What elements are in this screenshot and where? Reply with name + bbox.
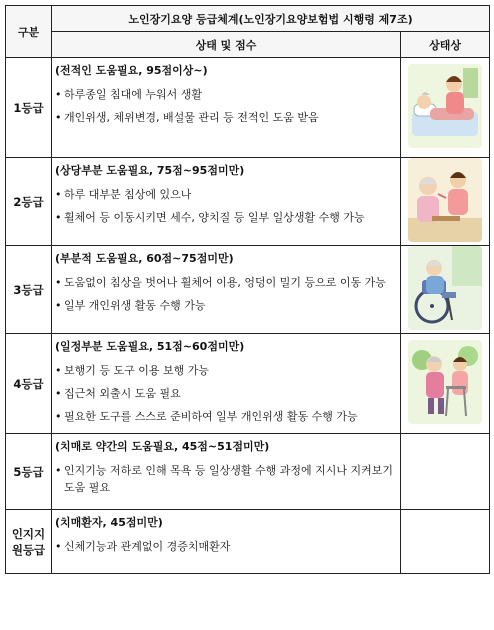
bullet-icon: •: [55, 211, 62, 224]
grade-item-text: 신체기능과 관계없이 경증치매환자: [64, 540, 231, 553]
image-header: 상태상: [401, 32, 490, 58]
state-header: 상태 및 점수: [52, 32, 401, 58]
grade-item: [55, 109, 397, 126]
state-image-cell: [401, 158, 490, 246]
grade-row: [6, 510, 490, 574]
state-image-cell: [401, 434, 490, 510]
grade-label: 5등급: [6, 434, 52, 510]
grade-item-text: 필요한 도구를 스스로 준비하여 일부 개인위생 활동 수행 가능: [64, 410, 358, 423]
grade-description: [52, 246, 401, 334]
grade-item-text: 하루 대부분 침상에 있으나: [64, 188, 192, 201]
table-title: 노인장기요양 등급체계(노인장기요양보험법 시행령 제7조): [52, 6, 490, 32]
bullet-icon: •: [55, 299, 62, 312]
feeding-care-illustration: [408, 158, 482, 242]
bullet-icon: •: [55, 88, 62, 101]
bullet-icon: •: [55, 464, 62, 477]
grade-section-title: (치매로 약간의 도움필요, 45점~51점미만): [55, 440, 270, 453]
grade-section-title: (부분적 도움필요, 60점~75점미만): [55, 252, 234, 265]
bedridden-care-illustration: [408, 64, 482, 148]
grade-item-text: 휠체어 등 이동시키면 세수, 양치질 등 일부 일상생활 수행 가능: [64, 211, 365, 224]
grade-item: [55, 209, 397, 226]
bullet-icon: •: [55, 276, 62, 289]
grade-item: [55, 86, 397, 103]
group-header: 구분: [6, 6, 52, 58]
grade-item: [55, 186, 397, 203]
grade-section-title: (상당부분 도움필요, 75점~95점미만): [55, 164, 245, 177]
wheelchair-illustration: [408, 246, 482, 330]
grade-row: [6, 246, 490, 334]
grade-item: [55, 462, 397, 496]
bullet-icon: •: [55, 364, 62, 377]
grade-row: [6, 158, 490, 246]
bullet-icon: •: [55, 188, 62, 201]
grade-description: [52, 58, 401, 158]
state-image-cell: [401, 510, 490, 574]
grade-item: [55, 385, 397, 402]
grade-item: [55, 538, 397, 555]
grade-item: [55, 274, 397, 291]
grade-section-title: (전적인 도움필요, 95점이상~): [55, 64, 208, 77]
grade-item-text: 도움없이 침상을 벗어나 휠체어 이용, 엉덩이 밀기 등으로 이동 가능: [64, 276, 386, 289]
grade-description: [52, 434, 401, 510]
grade-item-text: 개인위생, 체위변경, 배설물 관리 등 전적인 도움 받음: [64, 111, 319, 124]
bullet-icon: •: [55, 387, 62, 400]
grade-item: [55, 362, 397, 379]
grade-item-text: 인지기능 저하로 인해 목욕 등 일상생활 수행 과정에 지시나 지켜보기 도움 필요: [64, 464, 393, 494]
grade-item-text: 일부 개인위생 활동 수행 가능: [64, 299, 206, 312]
grade-row: [6, 434, 490, 510]
grade-section-title: (치매환자, 45점미만): [55, 516, 163, 529]
grade-description: [52, 158, 401, 246]
grade-description: [52, 334, 401, 434]
grade-item-text: 보행기 등 도구 이용 보행 가능: [64, 364, 209, 377]
grade-item-text: 집근처 외출시 도움 필요: [64, 387, 181, 400]
grade-description: [52, 510, 401, 574]
grade-label: 인지지 원등급: [6, 510, 52, 574]
bullet-icon: •: [55, 111, 62, 124]
grade-section-title: (일정부분 도움필요, 51점~60점미만): [55, 340, 245, 353]
grade-row: [6, 334, 490, 434]
grade-label: 4등급: [6, 334, 52, 434]
grade-label: 3등급: [6, 246, 52, 334]
bullet-icon: •: [55, 540, 62, 553]
care-grade-table: [5, 5, 490, 574]
grade-item: [55, 297, 397, 314]
state-image-cell: [401, 58, 490, 158]
grade-row: [6, 58, 490, 158]
grade-item: [55, 408, 397, 425]
state-image-cell: [401, 334, 490, 434]
state-image-cell: [401, 246, 490, 334]
grade-label: 1등급: [6, 58, 52, 158]
grade-item-text: 하루종일 침대에 누워서 생활: [64, 88, 203, 101]
grade-label: 2등급: [6, 158, 52, 246]
walker-illustration: [408, 340, 482, 424]
bullet-icon: •: [55, 410, 62, 423]
